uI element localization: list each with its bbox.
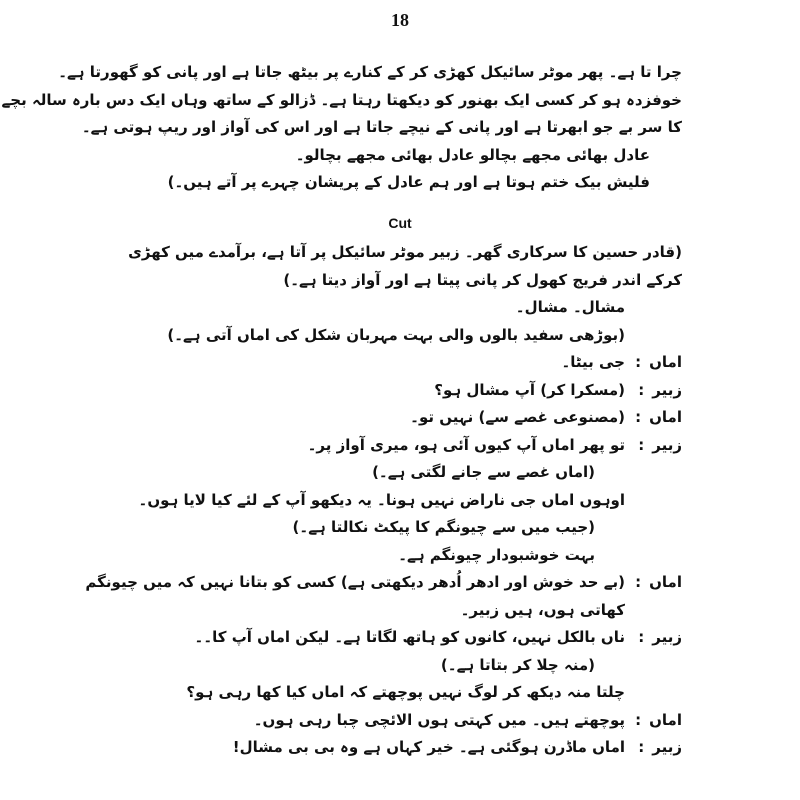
speaker-colon: :: [635, 573, 642, 591]
dialogue-line: چلتا منہ دیکھ کر لوگ نہیں پوچھتے کہ اماں کیا کھا رہی ہو؟: [186, 683, 625, 701]
text-line: (قادر حسین کا سرکاری گھر۔ زبیر موٹر سائیکل پر آتا ہے، برآمدے میں کھڑی: [128, 243, 682, 261]
speaker-label: زبیر:: [638, 436, 682, 454]
text-line: مشال۔ مشال۔: [515, 298, 625, 316]
dialogue-line: کھاتی ہوں، ہیں زبیر۔: [460, 601, 625, 619]
dialogue-line: (مصنوعی غصے سے) نہیں تو۔: [410, 408, 625, 426]
speaker-colon: :: [635, 353, 642, 371]
speaker-label: اماں:: [635, 353, 682, 371]
cut-label: Cut: [388, 215, 412, 231]
dialogue-line: اماں ماڈرن ہوگئی ہے۔ خیر کہاں ہے وہ بی بی مشال!: [232, 738, 625, 756]
speaker-colon: :: [635, 408, 642, 426]
page-number: 18: [391, 10, 409, 30]
text-line: عادل بھائی مجھے بچالو عادل بھائی مجھے بچالو۔: [295, 146, 650, 164]
text-line: کرکے اندر فریج کھول کر پانی پیتا ہے اور آواز دیتا ہے۔): [283, 271, 682, 289]
text-line: (جیب میں سے چیونگم کا پیکٹ نکالتا ہے۔): [292, 518, 595, 536]
text-line: خوفزدہ ہو کر کسی ایک بھنور کو دیکھتا رہتا ہے۔ ڈزالو کے ساتھ وہاں ایک دس بارہ سالہ بچے: [1, 91, 682, 109]
text-line: کا سر بے جو ابھرتا ہے اور پانی کے نیچے جاتا ہے اور اس کی آواز اور ریپ ہوتی ہے۔: [81, 118, 682, 136]
dialogue-line: ناں بالکل نہیں، کانوں کو ہاتھ لگاتا ہے۔ لیکن اماں آپ کا۔۔: [194, 628, 625, 646]
dialogue-line: تو پھر اماں آپ کیوں آئی ہو، میری آواز پر۔: [307, 436, 625, 454]
speaker-colon: :: [635, 711, 642, 729]
speaker-label: زبیر:: [638, 738, 682, 756]
speaker-colon: :: [638, 628, 645, 646]
speaker-colon: :: [638, 436, 645, 454]
dialogue-line: (بے حد خوش اور ادھر اُدھر دیکھتی ہے) کسی کو بتانا نہیں کہ میں چیونگم: [85, 573, 625, 591]
speaker-label: اماں:: [635, 711, 682, 729]
speaker-label: اماں:: [635, 408, 682, 426]
text-line: فلیش بیک ختم ہوتا ہے اور ہم عادل کے پریشان چہرے پر آتے ہیں۔): [167, 173, 650, 191]
speaker-label: زبیر:: [638, 628, 682, 646]
text-line: اوہوں اماں جی ناراض نہیں ہونا۔ یہ دیکھو آپ کے لئے کیا لایا ہوں۔: [138, 491, 625, 509]
speaker-label: زبیر:: [638, 381, 682, 399]
dialogue-line: جی بیٹا۔: [561, 353, 625, 371]
speaker-colon: :: [638, 738, 645, 756]
dialogue-line: (مسکرا کر) آپ مشال ہو؟: [434, 381, 625, 399]
text-line: (بوڑھی سفید بالوں والی بہت مہربان شکل کی اماں آتی ہے۔): [167, 326, 625, 344]
speaker-colon: :: [638, 381, 645, 399]
text-line: چرا تا ہے۔ پھر موٹر سائیکل کھڑی کر کے کنارے پر بیٹھ جاتا ہے اور پانی کو گھورتا ہے۔: [58, 63, 682, 81]
text-line: (اماں غصے سے جانے لگتی ہے۔): [372, 463, 595, 481]
text-line: بہت خوشبودار چیونگم ہے۔: [398, 546, 595, 564]
text-line: (منہ چلا کر بتاتا ہے۔): [440, 656, 595, 674]
dialogue-line: پوچھتے ہیں۔ میں کہتی ہوں الائچی چبا رہی ہوں۔: [253, 711, 625, 729]
speaker-label: اماں:: [635, 573, 682, 591]
